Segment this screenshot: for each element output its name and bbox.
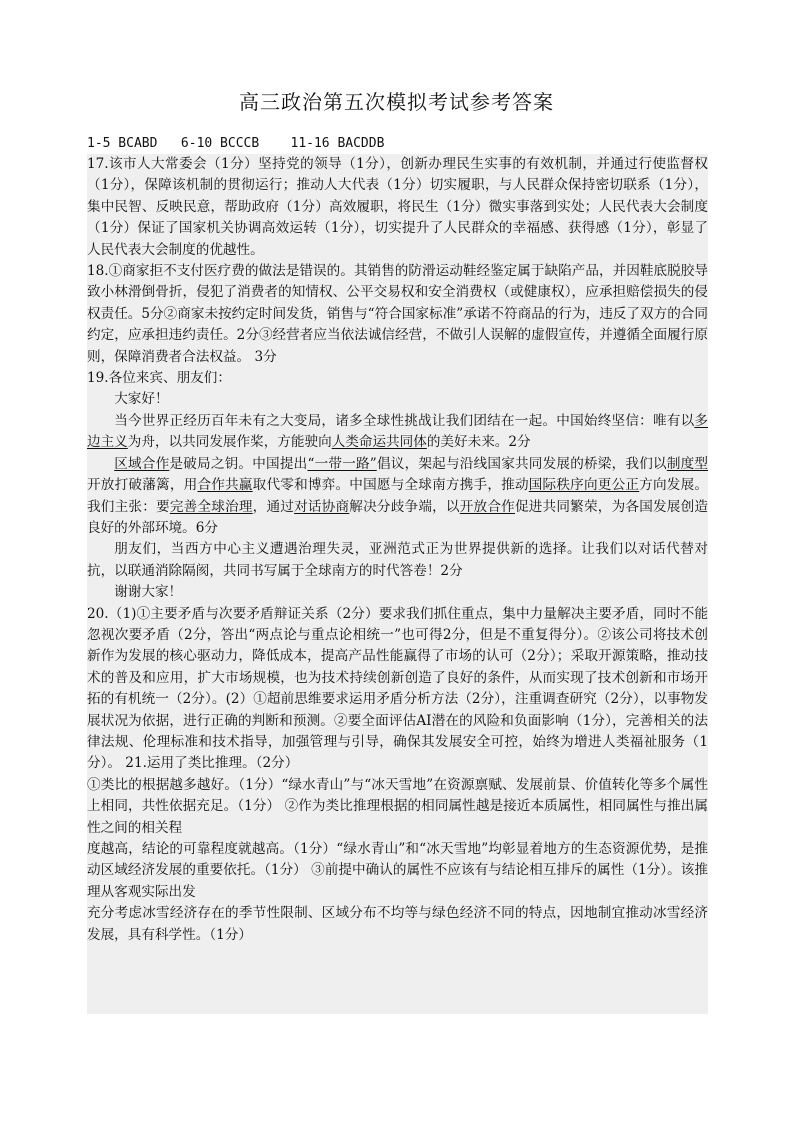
speech-paragraph-2	[87, 454, 708, 540]
speech-text: 是破局之钥。中国提出	[169, 455, 308, 472]
answer-21-part-2: 度越高，结论的可靠程度就越高。（1分）“绿水青山”和“冰天雪地”均彰显着地方的生态资源优势，是推动区域经济发展的重要依托。（1分） ③前提中确认的属性不应该有与结论相互排斥的属性（1分）。该推理从客观实际出发	[87, 841, 708, 900]
speech-text: ，通过	[252, 498, 295, 515]
speech-keyword: 完善全球治理	[169, 498, 253, 515]
speech-text: 当今世界正经历百年未有之大变局，诸多全球性挑战让我们团结在一起。中国始终坚信：唯有以	[114, 412, 695, 429]
speech-keyword: 国际秩序向更公正	[528, 477, 640, 494]
speech-paragraph-1	[87, 411, 708, 454]
speech-text: 方向发展。我们主张：要	[87, 477, 708, 515]
speech-text: 促进共同繁荣，为各国发展创造良好的外部环境。6分	[87, 498, 709, 536]
answer-19-heading: 19.各位来宾、朋友们：	[87, 370, 231, 387]
speech-keyword: 对话协商	[294, 498, 350, 515]
speech-keyword: 合作共赢	[197, 477, 253, 494]
answer-18: 18.①商家拒不支付医疗费的做法是错误的。其销售的防滑运动鞋经鉴定属于缺陷产品，并因鞋底脱胶导致小林滑倒骨折，侵犯了消费者的知情权、公平交易权和安全消费权（或健康权），应承担赔偿损失的侵权责任。5分②商家未按约定时间发货，销售与“符合国家标准”承诺不符商品的行为，违反了双方的合同约定，应承担违约责任。2分③经营者应当依法诚信经营，不做引人误解的虚假宣传，并遵循全面履行原则，保障消费者合法权益。 3分	[87, 263, 708, 365]
speech-greeting: 大家好！	[114, 391, 169, 408]
speech-text: 倡议，架起与沿线国家共同发展的桥梁，我们以	[376, 455, 667, 472]
speech-text: 的美好未来。2分	[426, 434, 531, 451]
speech-closing: 谢谢大家！	[114, 584, 183, 601]
speech-paragraph-3: 朋友们，当西方中心主义遭遇治理失灵，亚洲范式正为世界提供新的选择。让我们以对话代替对抗，以联通消除隔阂，共同书写属于全球南方的时代答卷！2分	[87, 541, 708, 579]
choice-answers: 1-5 BCABD 6-10 BCCCB 11-16 BACDDB	[87, 134, 708, 154]
speech-keyword: 开放合作	[459, 498, 515, 515]
speech-keyword: “一带一路”	[307, 455, 377, 472]
speech-text: 为舟，以共同发展作桨，方能驶向	[127, 434, 332, 451]
answer-17: 17.该市人大常委会（1分）坚持党的领导（1分），创新办理民生实事的有效机制，并通过行使监督权（1分），保障该机制的贯彻运行；推动人大代表（1分）切实履职，与人民群众保持密切联系（1分），集中民智、反映民意，帮助政府（1分）高效履职，将民生（1分）微实事落到实处；人民代表大会制度（1分）保证了国家机关协调高效运转（1分），切实提升了人民群众的幸福感、获得感（1分），彰显了人民代表大会制度的优越性。	[87, 156, 708, 258]
speech-text: 解决分歧争端，以	[349, 498, 460, 515]
answer-21-part-1: ①类比的根据越多越好。（1分）“绿水青山”与“冰天雪地”在资源禀赋、发展前景、价值转化等多个属性上相同，共性依据充足。（1分） ②作为类比推理根据的相同属性越是接近本质属性，相同属性与推出属性之间的相关程	[87, 776, 708, 836]
speech-keyword: 人类命运共同体	[331, 434, 427, 451]
speech-keyword: 多边主义	[87, 412, 708, 451]
document-title: 高三政治第五次模拟考试参考答案	[239, 90, 554, 114]
speech-keyword: 区域合作	[114, 455, 170, 472]
answer-20: 20.（1)①主要矛盾与次要矛盾辩证关系（2分）要求我们抓住重点，集中力量解决主要矛盾，同时不能忽视次要矛盾（2分，答出“两点论与重点论相统一”也可得2分，但是不重复得分）。②该公司将技术创新作为发展的核心驱动力，降低成本，提高产品性能赢得了市场的认可（2分）；采取开源策略，推动技术的普及和应用，扩大市场规模，也为技术持续创新创造了良好的条件，从而实现了技术创新和市场开拓的有机统一（2分）。(2）①超前思维要求运用矛盾分析方法（2分），注重调查研究（2分），以事物发展状况为依据，进行正确的判断和预测。②要全面评估AI潜在的风险和负面影响（1分），完善相关的法律法规、伦理标准和技术指导，加强管理与引导，确保其发展安全可控，始终为增进人类福祉服务（1分）。 21.运用了类比推理。（2分）	[87, 605, 708, 772]
speech-text: 取代零和博弈。中国愿与全球南方携手，推动	[252, 477, 529, 494]
answer-text	[87, 154, 708, 946]
speech-text: 开放打破藩篱，用	[87, 477, 198, 494]
answer-21-part-3: 充分考虑冰雪经济存在的季节性限制、区域分布不均等与绿色经济不同的特点，因地制宜推动冰雪经济发展，具有科学性。（1分）	[87, 905, 708, 943]
speech-keyword: 制度型	[666, 455, 709, 472]
